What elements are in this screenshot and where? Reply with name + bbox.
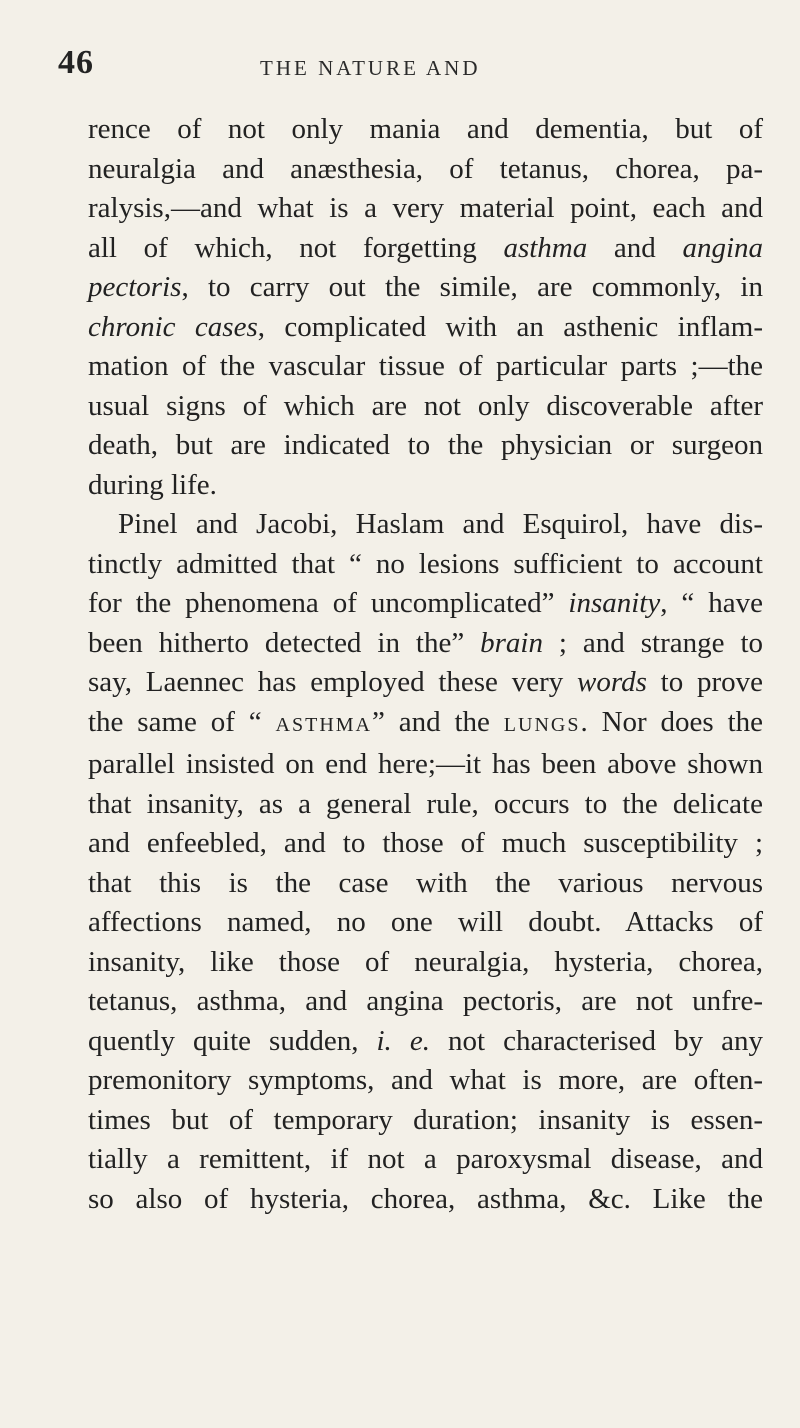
italic-term: brain (480, 626, 543, 659)
text-line: all of which, not forgetting asthma and angina (88, 231, 764, 264)
text-line: pectoris, to carry out the simile, are commonly, in (88, 271, 763, 303)
text-line: the same of “ ASTHMA” and the LUNGS. Nor does the (88, 705, 764, 738)
text-line: parallel insisted on end here;—it has been above shown (88, 748, 763, 780)
text-line: tetanus, asthma, and angina pectoris, are not unfre- (88, 985, 763, 1017)
running-head: THE NATURE AND (260, 56, 481, 80)
italic-term: pectoris (88, 271, 182, 303)
text-line: for the phenomena of uncomplicated” insanity, “ have (88, 587, 763, 619)
text-line: during life. (88, 468, 217, 501)
text-line: that insanity, as a general rule, occurs to the delicate (88, 787, 763, 820)
text-line: affections named, no one will doubt. Attacks of (88, 906, 763, 938)
italic-term: words (577, 666, 647, 698)
small-caps-term: ASTHMA (275, 713, 372, 736)
text-line: neuralgia and anæsthesia, of tetanus, chorea, pa- (88, 152, 763, 185)
italic-term: i. e. (376, 1024, 430, 1057)
page-number: 46 (58, 44, 94, 81)
text-line: that this is the case with the various nervous (88, 866, 763, 899)
text-line: say, Laennec has employed these very words to prove (88, 666, 763, 698)
body-text (88, 110, 763, 1219)
text-line: and enfeebled, and to those of much susceptibility ; (88, 827, 763, 859)
text-line: times but of temporary duration; insanity is essen- (88, 1103, 763, 1136)
text-line: rence of not only mania and dementia, but of (88, 113, 763, 145)
text-line: been hitherto detected in the” brain ; and strange to (88, 626, 763, 659)
text-line: quently quite sudden, i. e. not characterised by any (88, 1024, 763, 1057)
italic-term: angina (682, 231, 764, 264)
text-line: so also of hysteria, chorea, asthma, &c. Like the (88, 1182, 763, 1215)
text-line: death, but are indicated to the physician or surgeon (88, 429, 763, 461)
text-line: chronic cases, complicated with an asthenic inflam- (88, 310, 764, 343)
text-line: tinctly admitted that “ no lesions sufficient to account (88, 547, 763, 580)
text-line: ralysis,—and what is a very material point, each and (88, 192, 763, 224)
text-line: usual signs of which are not only discoverable after (88, 389, 763, 422)
text-line: tially a remittent, if not a paroxysmal disease, and (88, 1143, 763, 1175)
italic-term: insanity (568, 587, 661, 619)
text-line: Pinel and Jacobi, Haslam and Esquirol, have dis- (118, 508, 763, 540)
text-line: insanity, like those of neuralgia, hysteria, chorea, (88, 945, 763, 978)
text-line: mation of the vascular tissue of particular parts ;—the (88, 350, 763, 382)
small-caps-term: LUNGS (503, 713, 581, 736)
page-header (0, 44, 800, 84)
text-line: premonitory symptoms, and what is more, are often- (88, 1064, 763, 1096)
italic-term: chronic cases (88, 310, 258, 343)
italic-term: asthma (503, 231, 588, 264)
